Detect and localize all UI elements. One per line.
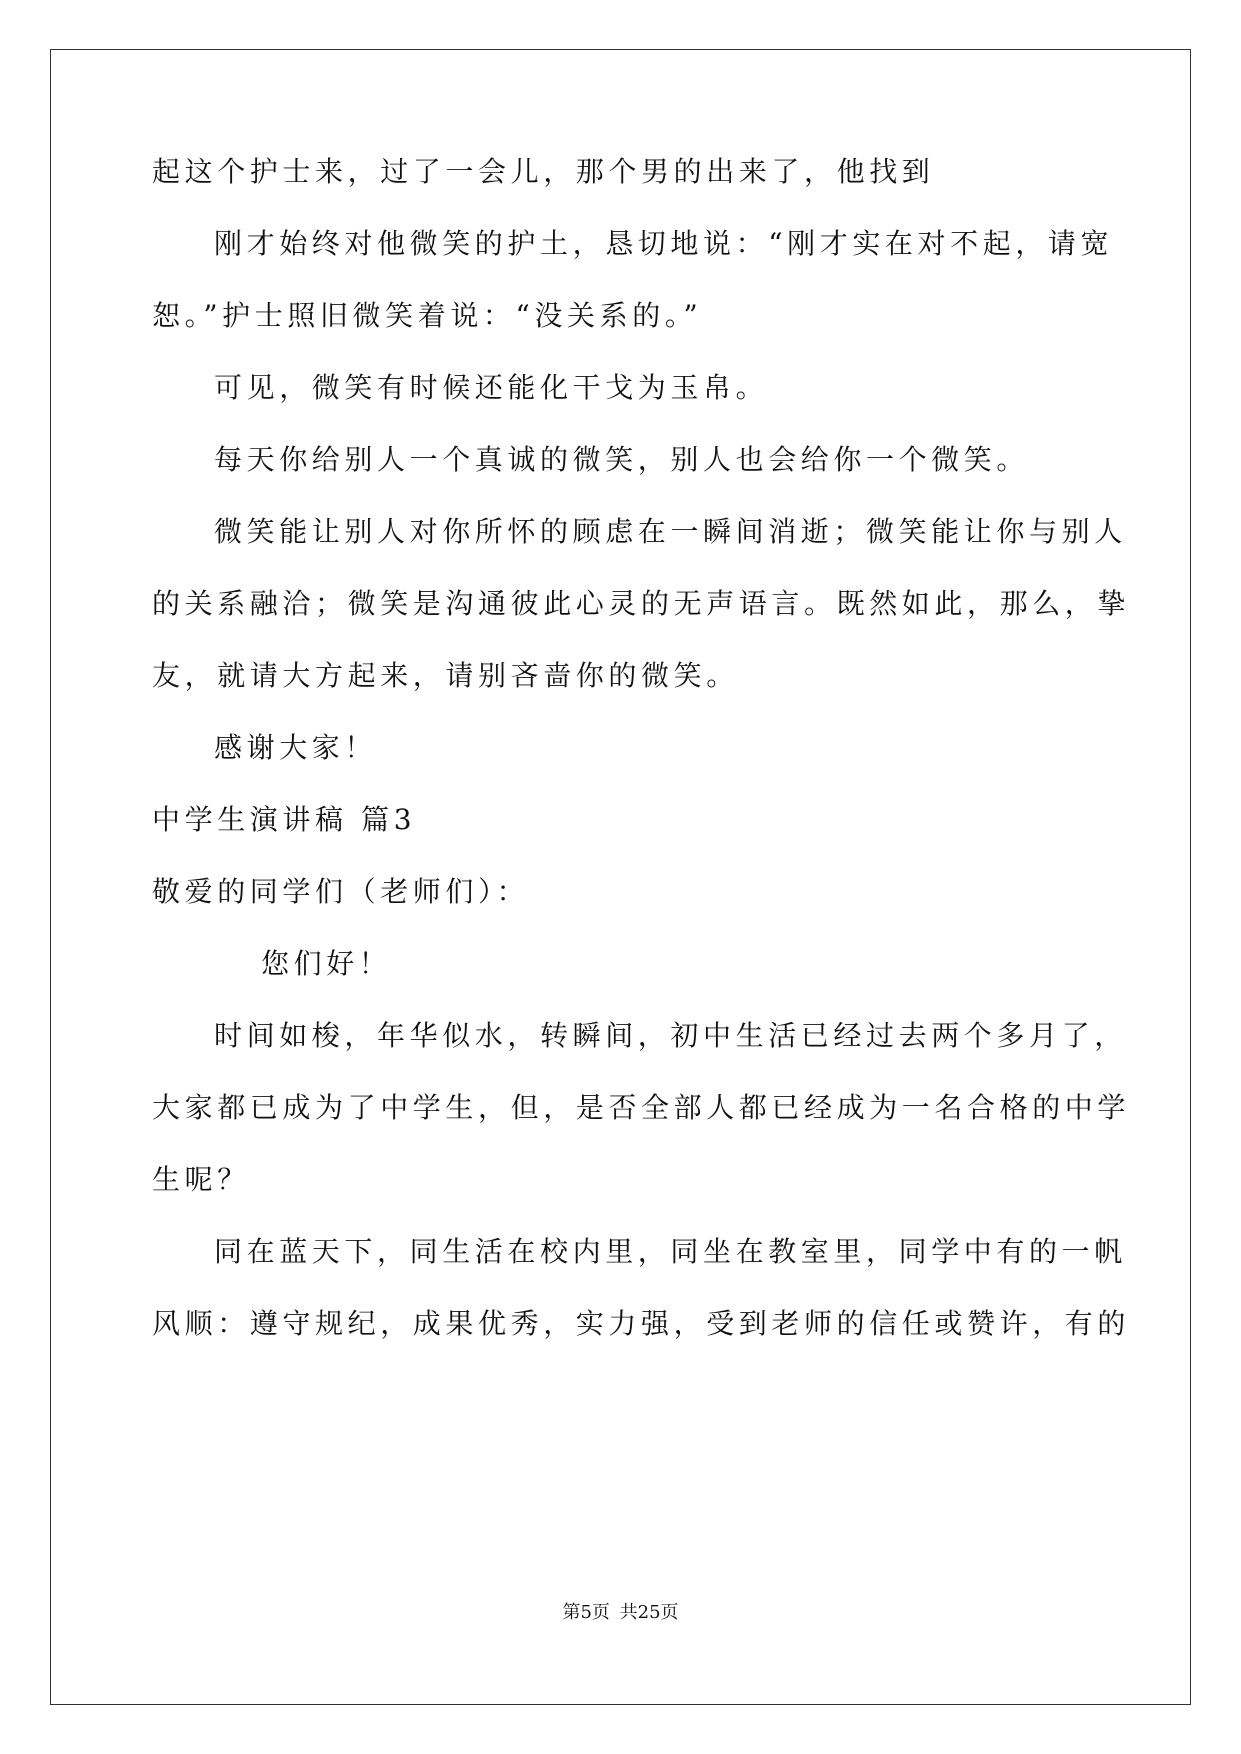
- text-line: 每天你给别人一个真诚的微笑，别人也会给你一个微笑。: [214, 443, 1030, 476]
- text-line: 刚才始终对他微笑的护土，恳切地说：“刚才实在对不起，请宽: [214, 227, 1114, 260]
- text-line: 微笑能让别人对你所怀的顾虑在一瞬间消逝；微笑能让你与别人: [214, 515, 1127, 548]
- text-line: 的关系融洽；微笑是沟通彼此心灵的无声语言。既然如此，那么，挚: [152, 587, 1131, 620]
- text-line: 时间如梭，年华似水，转瞬间，初中生活已经过去两个多月了，: [214, 1019, 1127, 1052]
- text-line: 同在蓝天下，同生活在校内里，同坐在教室里，同学中有的一帆: [214, 1235, 1127, 1268]
- text-line: 感谢大家！: [214, 731, 378, 764]
- page-footer: [0, 1601, 1241, 1625]
- salutation: 敬爱的同学们（老师们）：: [152, 875, 530, 908]
- text-line: 可见，微笑有时候还能化干戈为玉帛。: [214, 371, 769, 404]
- text-line: 恕。”护士照旧微笑着说：“没关系的。”: [152, 299, 703, 332]
- text-line: 友，就请大方起来，请别吝啬你的微笑。: [152, 659, 739, 692]
- page-number: 第5页: [562, 1602, 610, 1623]
- text-line: 生呢？: [152, 1163, 250, 1196]
- section-heading: 中学生演讲稿 篇3: [152, 803, 417, 836]
- page-total: 共25页: [619, 1602, 679, 1623]
- text-line: 大家都已成为了中学生，但，是否全部人都已经成为一名合格的中学: [152, 1091, 1131, 1124]
- text-line: 风顺：遵守规纪，成果优秀，实力强，受到老师的信任或赞许，有的: [152, 1307, 1131, 1340]
- text-line: 起这个护士来，过了一会儿，那个男的出来了，他找到: [152, 155, 935, 188]
- greeting: 您们好！: [261, 947, 392, 980]
